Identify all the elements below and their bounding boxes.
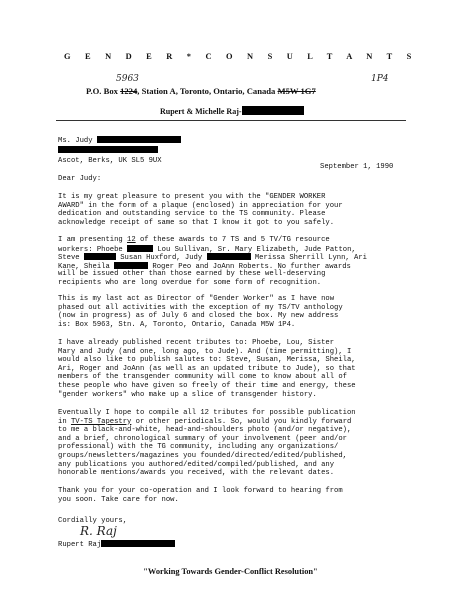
paragraph-2 [58,236,367,288]
letter-date: September 1, 1990 [320,163,394,171]
text-fragment: Roger Peo and JoAnn Roberts. No further awards [148,262,351,271]
text-line: (now in progress) as of July 6 and closed the box. My new address [58,312,339,321]
redaction [242,106,304,115]
redaction [97,136,181,143]
postal-old: M5W 1G7 [277,86,316,96]
text-fragment: Susan Huxford, Judy [115,254,203,263]
text-fragment: or other periodicals. So, would you kindly forward [131,417,352,426]
signer-line [58,540,175,550]
box-new-handwritten: 5963 [116,74,139,84]
text-line: you soon. Take care for now. [58,495,179,504]
box-old: 1224 [120,86,138,96]
text-line [58,262,367,271]
address-mid: , Station A, Toronto, Ontario, Canada [137,86,276,96]
redaction [207,253,251,260]
letterhead-names-text: Rupert & Michelle Raj- [160,107,242,116]
text-fragment: Steve [58,254,80,263]
paragraph-6 [58,487,343,504]
signer-name: Rupert Raj [58,541,102,549]
text-fragment: I am presenting [58,236,128,244]
text-line: dedication and outstanding service to the TS community. Please [58,210,326,219]
paragraph-3 [58,295,343,329]
text-line: any publications you authored/edited/compiled/published, and any [58,460,335,469]
text-line: I have already published recent tributes to: Phoebe, Lou, Sister [58,339,335,347]
redaction [101,540,175,547]
text-line [58,236,367,245]
paragraph-1 [58,193,343,227]
text-fragment: of these awards to 7 TS and 5 TV/TG resource [135,236,330,244]
text-line: Thank you for your co-operation and I look forward to hearing from [58,487,343,495]
redaction [84,253,116,260]
letterhead-address [86,86,316,96]
paragraph-4 [58,339,356,399]
redaction [127,245,153,252]
text-line [58,418,356,427]
text-line: phased out all activities with the exception of my TS/TV anthology [58,303,343,312]
text-line: groups/newsletters/magazines you founded/directed/edited/published, [58,451,347,460]
letterhead-title: G E N D E R * C O N S U L T A N T S [64,52,418,61]
recipient-line-2: Ascot, Berks, UK SL5 9UX [58,157,162,165]
text-line: acknowledge receipt of same so that I know it got to you safely. [58,218,335,227]
text-line: is: Box 5963, Stn. A, Toronto, Ontario, Canada M5W 1P4. [58,320,296,329]
closing: Cordially yours, [58,517,128,525]
recipient-line-1 [58,136,181,146]
text-fragment: Kane, Sheila [58,262,110,271]
postal-new-handwritten: 1P4 [371,74,389,84]
text-line: these people who have given so freely of their time and energy, these [58,381,356,390]
text-line: Eventually I hope to compile all 12 tributes for possible publication [58,409,356,417]
footer-motto: "Working Towards Gender-Conflict Resolution" [143,567,318,576]
text-line [58,253,367,262]
text-line: Ari, Roger and JoAnn (as well as an updated tribute to Jude), so that [58,364,356,373]
redaction [58,146,158,153]
text-line: to me a black-and-white, head-and-shoulders photo (and/or negative), [58,426,352,435]
redaction [114,262,148,269]
text-fragment: in [58,417,71,426]
text-line: would also like to publish salutes to: Steve, Susan, Merissa, Sheila, [58,356,356,365]
text-fragment: Lou Sullivan, Sr. Mary Elizabeth, Jude Patton, [153,245,356,254]
text-fragment: Merissa Sherrill Lynn, Ari [250,254,367,263]
paragraph-5 [58,409,356,478]
text-line: "gender workers" who make up a slice of transgender history. [58,390,317,399]
signature-handwritten: R. Raj [80,524,117,538]
text-line: and a brief, chronological summary of your involvement (peer and/or [58,434,347,443]
salutation: Dear Judy: [58,175,102,183]
text-line: members of the transgender community will come to know about all of [58,373,347,382]
text-line: recipients who are long overdue for some form of recognition. [58,278,322,287]
text-line [58,245,367,254]
text-line: professional) with the TG community, including any organizations/ [58,443,339,452]
text-line: honorable mentions/awards you received, with the relevant dates. [58,469,335,478]
text-line: It is my great pleasure to present you with the "GENDER WORKER [58,193,326,201]
recipient-name: Ms. Judy [58,137,93,145]
address-prefix: P.O. Box [86,86,118,96]
text-fragment: 12 [127,236,136,244]
text-line: This is my last act as Director of "Gender Worker" as I have now [58,295,335,303]
text-line: AWARD" in the form of a plaque (enclosed) in appreciation for your [58,201,343,210]
text-line: will be issued other than those earned by these well-deserving [58,270,326,279]
publication-title: TV-TS Tapestry [70,417,132,426]
letterhead-rule [56,120,406,121]
text-fragment: workers: Phoebe [58,245,123,254]
letterhead-names [160,106,304,116]
text-line: Mary and Judy (and one, long ago, to Jude). And (time permitting), I [58,347,352,356]
